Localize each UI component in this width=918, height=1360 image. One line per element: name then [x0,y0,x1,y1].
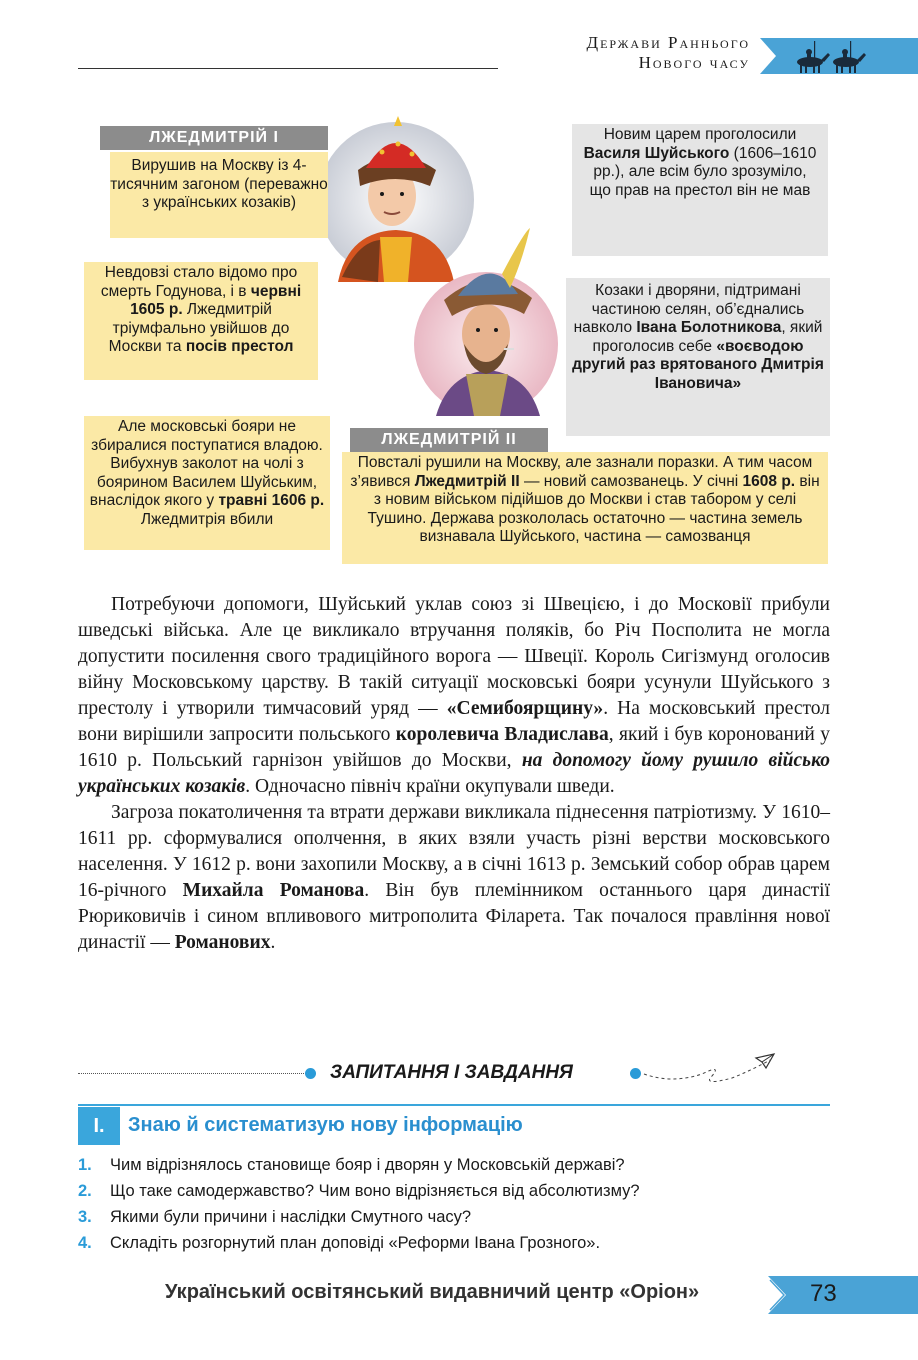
header-rule [78,68,498,69]
paragraph-1: Потребуючи допомоги, Шуйський уклав союз зі Швецією, і до Московії прибули шведські війська. Але це викликало втручання поляків, бо Річ Посполита не могла допустити посилення свого традиційного ворога — Швеції. Король Сигізмунд оголосив війну Московському царству. В такій ситуації московські бояри усунули Шуйського з престолу і утворили тимчасовий уряд — «Семибоярщину». На московський престол вони вирішили запросити польського королевича Владислава, який і був коронований у 1610 р. Польський гарнізон увійшов до Москви, на допомогу йому рушило військо українських козаків. Одночасно північ країни окупували шведи. [78,594,830,797]
question-item [78,1152,838,1178]
paper-plane-icon [642,1050,782,1086]
question-number: 1. [78,1156,92,1174]
chapter-title [586,33,750,73]
info-box-revolt-1606: Але московські бояри не збиралися поступатися владою. Вибухнув заколот на чолі з боярином Василем Шуйським, внаслідок якого у травні 1606 р. Лжедмитрія вбили [84,416,330,550]
question-text: Складіть розгорнутий план доповіді «Реформи Івана Грозного». [110,1234,601,1252]
question-number: 4. [78,1234,92,1252]
bullet-dot [630,1068,641,1079]
portraits-illustration [318,112,598,432]
info-box-shuisky-tsar: Новим царем проголосили Василя Шуйського (1606–1610 рр.), але всім було зрозуміло, що прав на престол він не мав [572,124,828,256]
publisher-name: Український освітянський видавничий центр «Оріон» [165,1281,700,1303]
tag-false-dmitry-i: ЛЖЕДМИТРІЙ I [100,126,328,150]
section-title: Знаю й систематизую нову інформацію [128,1114,523,1136]
tag-false-dmitry-ii: ЛЖЕДМИТРІЙ II [350,428,548,452]
body-text [78,592,830,956]
question-text: Якими були причини і наслідки Смутного часу? [110,1208,472,1226]
bullet-dot [305,1068,316,1079]
question-text: Чим відрізнялось становище бояр і дворян у Московській державі? [110,1156,625,1174]
info-box-march-on-moscow-text: Вирушив на Москву із 4-тисячним загоном (переважно з українських козаків) [110,157,328,211]
question-list [78,1152,838,1256]
question-item [78,1204,838,1230]
questions-dotted-line [78,1073,310,1074]
chapter-title-line1: Держави Раннього [586,33,750,52]
info-box-march-on-moscow [110,152,328,238]
info-box-false-dmitry-ii: Повсталі рушили на Москву, але зазнали поразки. А тим часом з’явився Лжедмитрій II — новий самозванець. У січні 1608 р. він з новим військом підійшов до Москви і став табором у селі Тушино. Держава розкололась остаточно — частина земель визнавала Шуйського, частина — самозванця [342,452,828,564]
section-number: I. [78,1107,120,1145]
header-chevron [760,38,776,74]
horsemen-icon [788,38,888,74]
section-rule [78,1104,830,1106]
paragraph-2: Загроза покатоличення та втрати держави викликала піднесення патріотизму. У 1610–1611 рр. сформувалися ополчення, в яких взяли участь різні верстви московського населення. У 1612 р. вони захопили Москву, а в січні 1613 р. Земський собор обрав царем 16-річного Михайла Романова. Він був племінником останнього царя династії Рюриковичів і сином впливового митрополита Філарета. Так почалося правління нової династії — Романових. [78,802,831,953]
info-box-throne-1605: Невдовзі стало відомо про смерть Годунова, і в червні 1605 р. Лжедмитрій тріумфально увійшов до Москви та посів престол [84,262,318,380]
footer-band [768,1276,918,1314]
questions-heading: ЗАПИТАННЯ І ЗАВДАННЯ [330,1062,573,1083]
question-item [78,1178,838,1204]
false-dmitry-i-portrait [318,116,474,282]
info-box-bolotnikov: Козаки і дворяни, підтримані частиною селян, об’єднались навколо Івана Болотникова, який проголосив себе «воєводою другий раз врятованого Дмитрія Івановича» [566,278,830,436]
question-text: Що таке самодержавство? Чим воно відрізняється від абсолютизму? [110,1182,640,1200]
footer-chevron-icon [768,1276,788,1314]
question-number: 2. [78,1182,92,1200]
question-number: 3. [78,1208,92,1226]
chapter-title-line2: Нового часу [638,53,750,72]
question-item [78,1230,838,1256]
page-number: 73 [810,1280,837,1307]
